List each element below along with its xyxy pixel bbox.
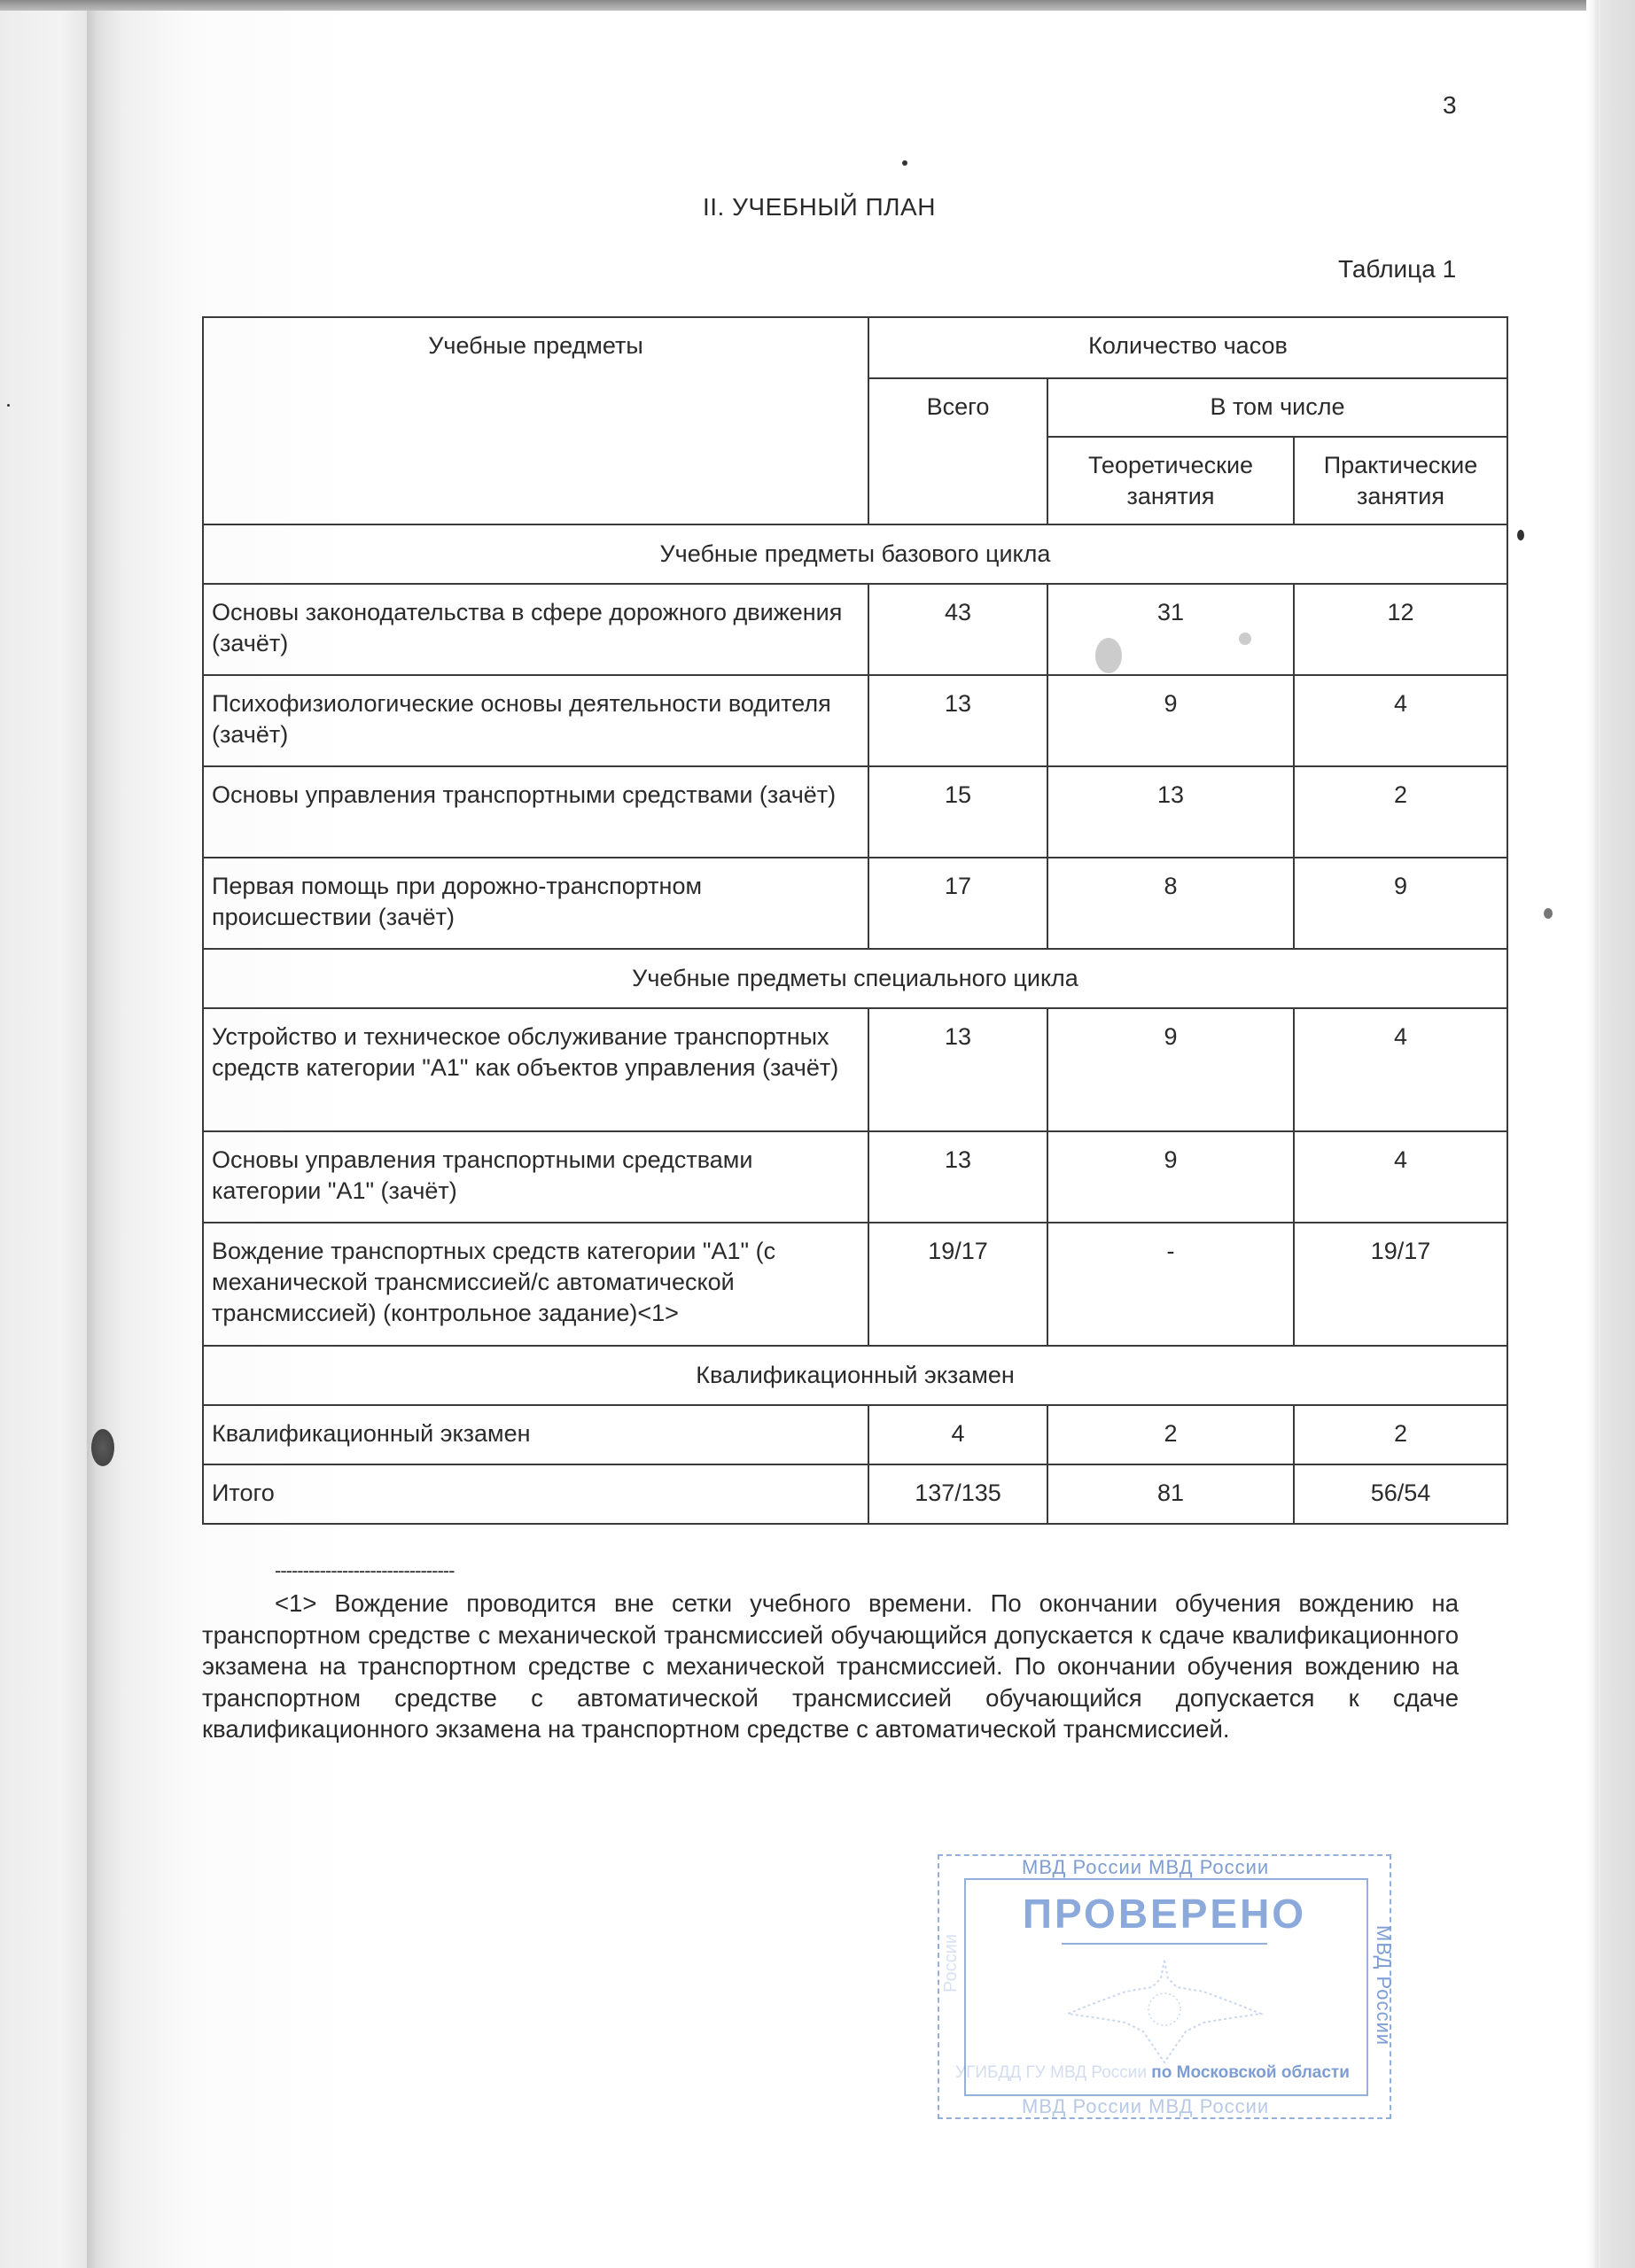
stamp-bottom-text: МВД России МВД России [1022,2095,1270,2117]
header-practice: Практические занятия [1294,437,1507,524]
section-header-basic: Учебные предметы базового цикла [203,524,1507,584]
header-subjects: Учебные предметы [203,317,868,524]
total-cell: 19/17 [868,1223,1047,1346]
practice-cell: 2 [1294,1405,1507,1464]
stamp-top-text: МВД России МВД России [1022,1856,1270,1878]
theory-cell: 2 [1047,1405,1294,1464]
table-total-row [203,1464,1507,1524]
table-caption: Таблица 1 [1338,255,1457,283]
practice-cell: 4 [1294,1008,1507,1131]
table-row [203,1405,1507,1464]
subject-cell: Первая помощь при дорожно-транспортном происшествии (зачёт) [203,858,868,949]
section-header-special: Учебные предметы специального цикла [203,949,1507,1008]
header-theory: Теоретические занятия [1047,437,1294,524]
verification-stamp [938,1854,1395,2119]
footnote-separator: -------------------------------- [275,1559,455,1581]
theory-cell: 9 [1047,1008,1294,1131]
table-row [203,584,1507,675]
table-row [203,1223,1507,1346]
total-cell: 13 [868,1008,1047,1131]
speck [902,160,907,166]
stamp-title: ПРОВЕРЕНО [1022,1891,1307,1937]
practice-cell: 56/54 [1294,1464,1507,1524]
header-total: Всего [868,378,1047,524]
total-cell: 13 [868,675,1047,766]
speck [1517,530,1524,540]
stamp-department-faded: УГИБДД ГУ МВД России [955,2063,1147,2082]
total-cell: 137/135 [868,1464,1047,1524]
theory-cell: 31 [1047,584,1294,675]
practice-cell: 9 [1294,858,1507,949]
total-label-cell: Итого [203,1464,868,1524]
subject-cell: Основы управления транспортными средствами (зачёт) [203,766,868,858]
subject-cell: Основы законодательства в сфере дорожного движения (зачёт) [203,584,868,675]
curriculum-table [202,316,1508,1525]
subject-cell: Квалификационный экзамен [203,1405,868,1464]
total-cell: 13 [868,1131,1047,1223]
header-hours: Количество часов [868,317,1507,378]
theory-cell: 13 [1047,766,1294,858]
punch-hole-mark [91,1429,114,1466]
table-row [203,1008,1507,1131]
theory-cell: 81 [1047,1464,1294,1524]
subject-cell: Устройство и техническое обслуживание транспортных средств категории "А1" как объектов управления (зачёт) [203,1008,868,1131]
section-header-exam: Квалификационный экзамен [203,1346,1507,1405]
page-number: 3 [1443,91,1457,119]
stamp-department-region: по Московской области [1147,2063,1350,2082]
theory-cell: 9 [1047,1131,1294,1223]
total-cell: 43 [868,584,1047,675]
total-cell: 15 [868,766,1047,858]
table-row [203,858,1507,949]
total-cell: 17 [868,858,1047,949]
section-title: II. УЧЕБНЫЙ ПЛАН [703,193,936,221]
total-cell: 4 [868,1405,1047,1464]
practice-cell: 12 [1294,584,1507,675]
table-row [203,675,1507,766]
table-row [203,1131,1507,1223]
subject-cell: Вождение транспортных средств категории "А1" (с механической трансмиссией/с автоматической трансмиссией) (контрольное задание)<1> [203,1223,868,1346]
adjacent-page-edge [0,11,87,2268]
subject-cell: Основы управления транспортными средствами категории "А1" (зачёт) [203,1131,868,1223]
header-including: В том числе [1047,378,1507,437]
practice-cell: 4 [1294,1131,1507,1223]
speck [7,404,10,407]
stamp-side-text-left: России [941,1934,961,1992]
stamp-department [955,2063,1350,2083]
speck [1544,908,1553,919]
theory-cell: - [1047,1223,1294,1346]
footnote-text: <1> Вождение проводится вне сетки учебного времени. По окончании обучения вождению на транспортном средстве с механической трансмиссией обучающийся допускается к сдаче квалификационного экзамена на транспортном средстве с механической трансмиссией. По окончании обучения вождению на транспортном средстве с автоматической трансмиссией обучающийся допускается к сдаче квалификационного экзамена на транспортном средстве с автоматической трансмиссией. [202,1589,1459,1743]
table-row [203,766,1507,858]
subject-cell: Психофизиологические основы деятельности водителя (зачёт) [203,675,868,766]
page-fold-right [1586,0,1635,2268]
eagle-emblem-icon [1062,1952,1267,2067]
practice-cell: 4 [1294,675,1507,766]
scanner-edge-top [0,0,1635,11]
practice-cell: 19/17 [1294,1223,1507,1346]
practice-cell: 2 [1294,766,1507,858]
stamp-side-text: МВД России [1373,1925,1395,2047]
stamp-underline [1062,1943,1267,1945]
theory-cell: 8 [1047,858,1294,949]
theory-cell: 9 [1047,675,1294,766]
